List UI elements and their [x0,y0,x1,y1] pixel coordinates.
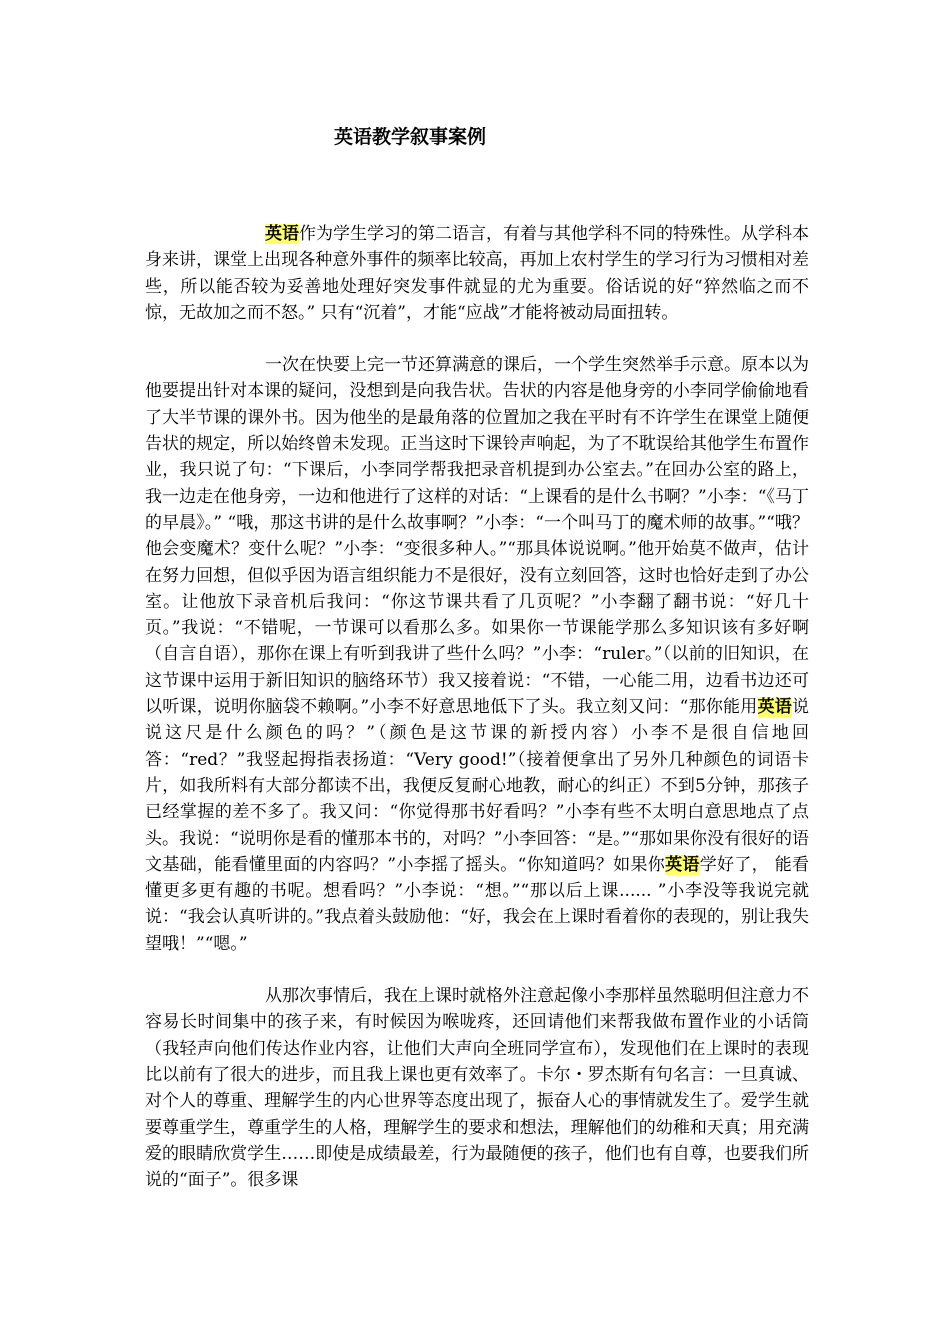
document-body [145,221,809,1193]
highlighted-term: 英语 [265,224,299,244]
paragraph-text: 作为学生学习的第二语言，有着与其他学科不同的特殊性。从学科本身来讲，课堂上出现各种意外事件的频率比较高，再加上农村学生的学习行为习惯相对差些，所以能否较为妥善地处理好突发事件就显的尤为重要。俗话说的好“猝然临之而不惊，无故加之而不怒。” 只有“沉着”，才能“应战”才能将被动局面扭转。 [145,224,809,323]
highlighted-term: 英语 [757,697,792,718]
document-title: 英语教学叙事案例 [333,126,486,148]
paragraph-2 [145,352,809,957]
paragraph-1 [145,221,809,326]
paragraph-text: 说说这尺是什么颜色的吗？”（颜色是这节课的新授内容）小李不是很自信地回答：“red？”我竖起拇指表扬道：“Very good!”（接着便拿出了另外几种颜色的词语卡片，如我所料有大部分都读不出，我便反复耐心地教，耐心的纠正）不到5分钟，那孩子已经掌握的差不多了。我又问：“你觉得那书好看吗？”小李有些不太明白意思地点了点头。我说：“说明你是看的懂那本书的，对吗？”小李回答：“是。”“那如果你没有很好的语文基础，能看懂里面的内容吗？”小李摇了摇头。“你知道吗？如果你 [145,697,809,875]
paragraph-text: 一次在快要上完一节还算满意的课后，一个学生突然举手示意。原本以为他要提出针对本课的疑问，没想到是向我告状。告状的内容是他身旁的小李同学偷偷地看了大半节课的课外书。因为他坐的是最角落的位置加之我在平时有不许学生在课堂上随便告状的规定，所以始终曾未发现。正当这时下课铃声响起，为了不耽误给其他学生布置作业，我只说了句：“下课后，小李同学帮我把录音机提到办公室去。”在回办公室的路上，我一边走在他身旁，一边和他进行了这样的对话：“上课看的是什么书啊？”小李：“《马丁的早晨》。” “哦，那这书讲的是什么故事啊？”小李：“一个叫马丁的魔术师的故事。”“哦？他会变魔术？变什么呢？”小李：“变很多种人。”“那具体说说啊。”他开始莫不做声，估计在努力回想，但似乎因为语言组织能力不是很好，没有立刻回答，这时也恰好走到了办公室。让他放下录音机后我问：“你这节课共看了几页呢？”小李翻了翻书说：“好几十页。”我说：“不错呢，一节课可以看那么多。如果你一节课能学那么多知识该有多好啊（自言自语），那你在课上有听到我讲了些什么吗？”小李：“ruler。”（以前的旧知识，在这节课中运用于新旧知识的脑络环节）我又接着说：“不错，一心能二用，边看书边还可以听课，说明你脑袋不赖啊。”小李不好意思地低下了头。我立刻又问：“那你能用 [145,355,809,718]
paragraph-3 [145,983,809,1193]
paragraph-text: 学好了， 能看懂更多更有趣的书呢。想看吗？”小李说：“想。”“那以后上课...... ”小李没等我说完就说：“我会认真听讲的。”我点着头鼓励他：“好，我会在上课时看着你的表现的，别让我失望哦！”“嗯。” [145,854,810,954]
highlighted-term: 英语 [665,854,700,875]
paragraph-text: 从那次事情后，我在上课时就格外注意起像小李那样虽然聪明但注意力不容易长时间集中的孩子来，有时候因为喉咙疼，还回请他们来帮我做布置作业的小话筒（我轻声向他们传达作业内容，让他们大声向全班同学宣布），发现他们在上课时的表现比以前有了很大的进步，而且我上课也更有效率了。卡尔・罗杰斯有句名言：一旦真诚、对个人的尊重、理解学生的内心世界等态度出现了，振奋人心的事情就发生了。爱学生就要尊重学生，尊重学生的人格，理解学生的要求和想法，理解他们的幼稚和天真；用充满爱的眼睛欣赏学生……即使是成绩最差，行为最随便的孩子，他们也有自尊，也要我们所说的“面子”。很多课 [145,986,809,1191]
